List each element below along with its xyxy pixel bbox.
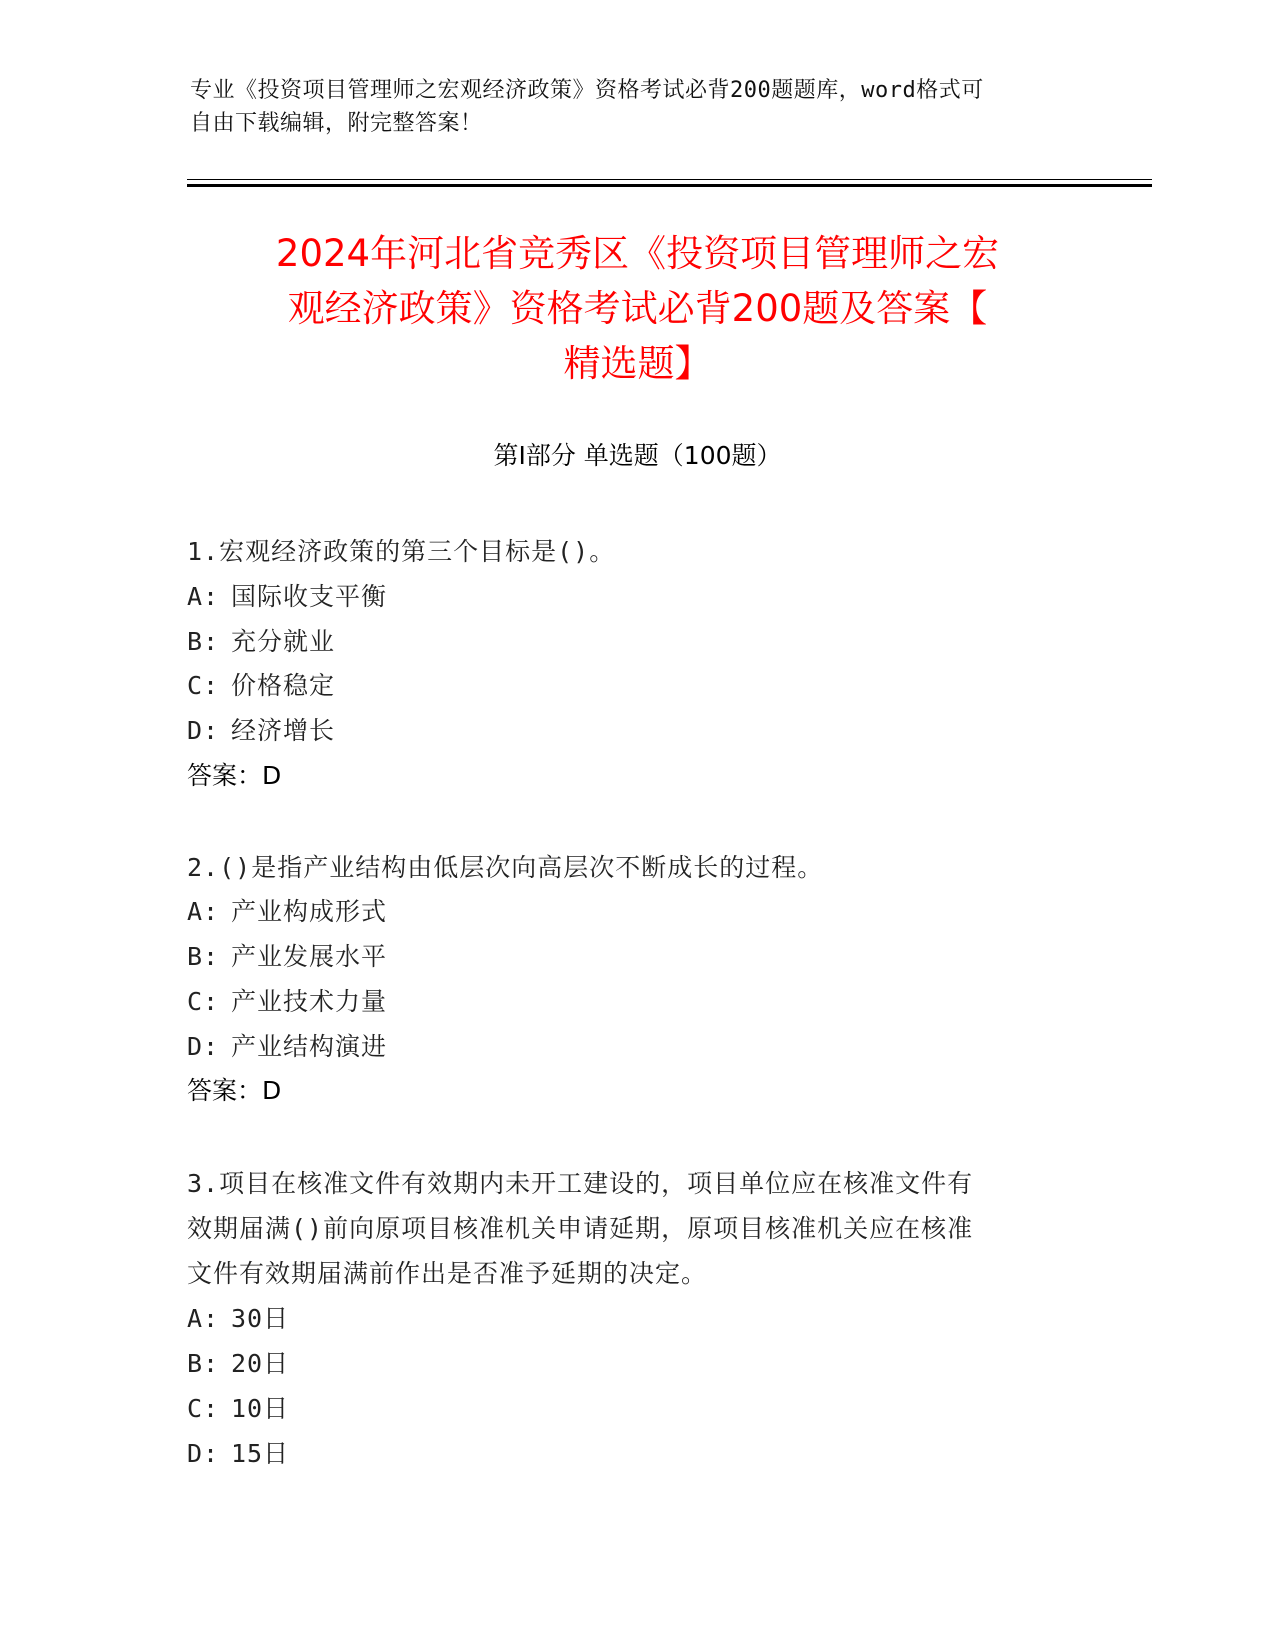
option-key: D: xyxy=(187,1439,220,1468)
option-key: B: xyxy=(187,942,220,971)
question-1-option-c xyxy=(187,666,335,706)
option-key: C: xyxy=(187,987,220,1016)
question-2-option-d xyxy=(187,1027,387,1067)
question-1-answer: 答案：D xyxy=(187,761,282,790)
question-2-text: 2.()是指产业结构由低层次向高层次不断成长的过程。 xyxy=(187,853,824,882)
title-line-3: 精选题】 xyxy=(563,342,712,385)
option-text: 30日 xyxy=(231,1304,290,1333)
option-key: D: xyxy=(187,716,220,745)
question-1-option-a xyxy=(187,577,387,617)
title-line-1: 2024年河北省竞秀区《投资项目管理师之宏 xyxy=(275,232,1000,275)
question-3-text-line-1: 3.项目在核准文件有效期内未开工建设的，项目单位应在核准文件有 xyxy=(187,1169,974,1198)
option-key: C: xyxy=(187,671,220,700)
option-text: 20日 xyxy=(231,1349,290,1378)
option-key: D: xyxy=(187,1032,220,1061)
option-key: A: xyxy=(187,582,220,611)
question-1-text: 1.宏观经济政策的第三个目标是()。 xyxy=(187,537,616,566)
header-note-line-1: 专业《投资项目管理师之宏观经济政策》资格考试必背200题题库，word格式可 xyxy=(190,78,984,103)
option-text: 产业结构演进 xyxy=(231,1032,388,1061)
question-3-option-b xyxy=(187,1344,289,1384)
option-key: B: xyxy=(187,627,220,656)
option-key: B: xyxy=(187,1349,220,1378)
question-2-option-b xyxy=(187,937,387,977)
header-rule-thin xyxy=(187,179,1152,180)
question-3-option-a xyxy=(187,1299,289,1339)
question-2-option-a xyxy=(187,892,387,932)
option-key: A: xyxy=(187,1304,220,1333)
question-1-option-d xyxy=(187,711,335,751)
section-title: 第Ⅰ部分 单选题（100题） xyxy=(493,441,782,470)
header-note xyxy=(190,74,1070,140)
option-text: 10日 xyxy=(231,1394,290,1423)
question-3-text-line-2: 效期届满()前向原项目核准机关申请延期，原项目核准机关应在核准 xyxy=(187,1214,974,1243)
question-2-option-c xyxy=(187,982,387,1022)
header-rule-thick xyxy=(187,184,1152,187)
question-2-answer: 答案：D xyxy=(187,1076,282,1105)
option-text: 15日 xyxy=(231,1439,290,1468)
option-text: 充分就业 xyxy=(231,627,336,656)
option-key: A: xyxy=(187,897,220,926)
question-3-option-d xyxy=(187,1434,289,1474)
question-1-option-b xyxy=(187,622,335,662)
option-text: 国际收支平衡 xyxy=(231,582,388,611)
header-note-line-2: 自由下载编辑，附完整答案！ xyxy=(190,111,483,136)
question-3-option-c xyxy=(187,1389,289,1429)
option-text: 产业技术力量 xyxy=(231,987,388,1016)
option-text: 产业构成形式 xyxy=(231,897,388,926)
option-key: C: xyxy=(187,1394,220,1423)
document-title xyxy=(180,226,1095,391)
option-text: 价格稳定 xyxy=(231,671,336,700)
question-3-text-line-3: 文件有效期届满前作出是否准予延期的决定。 xyxy=(187,1259,708,1288)
option-text: 产业发展水平 xyxy=(231,942,388,971)
option-text: 经济增长 xyxy=(231,716,336,745)
title-line-2: 观经济政策》资格考试必背200题及答案【 xyxy=(287,287,988,330)
